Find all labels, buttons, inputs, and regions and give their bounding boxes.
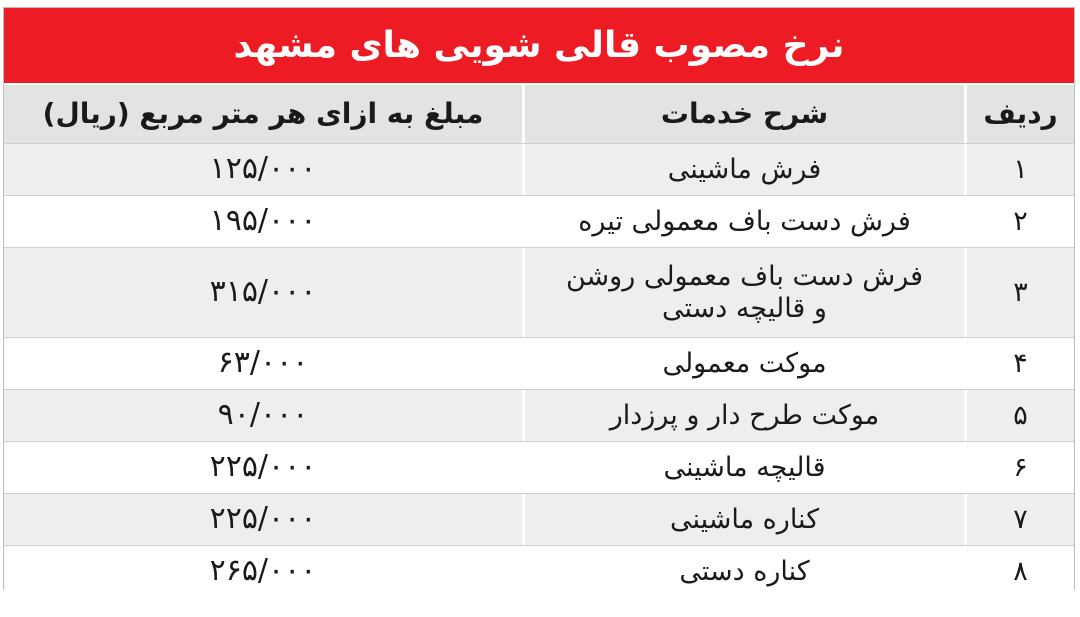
row-description: فرش دست باف معمولی تیره [522, 196, 964, 247]
row-price: ۱۲۵/۰۰۰ [209, 151, 317, 187]
row-description: فرش دست باف معمولی روشن و قالیچه دستی [522, 248, 964, 337]
row-description: فرش ماشینی [522, 144, 964, 195]
row-index: ۸ [964, 546, 1074, 597]
price-table [4, 85, 1074, 597]
price-table-card [3, 7, 1075, 590]
header-price: مبلغ به ازای هر متر مربع (ریال) [42, 96, 484, 130]
table-row [4, 143, 1074, 195]
row-index: ۵ [964, 390, 1074, 441]
table-row [4, 195, 1074, 247]
row-index: ۶ [964, 442, 1074, 493]
row-description: کناره ماشینی [522, 494, 964, 545]
row-description: موکت معمولی [522, 338, 964, 389]
row-price: ۲۲۵/۰۰۰ [209, 449, 317, 485]
row-price: ۲۶۵/۰۰۰ [209, 553, 317, 589]
row-index: ۴ [964, 338, 1074, 389]
row-index: ۳ [964, 248, 1074, 337]
header-index: ردیف [964, 85, 1074, 143]
row-price: ۲۲۵/۰۰۰ [209, 501, 317, 537]
row-description: کناره دستی [522, 546, 964, 597]
row-price: ۹۰/۰۰۰ [217, 397, 309, 433]
row-index: ۲ [964, 196, 1074, 247]
row-price: ۱۹۵/۰۰۰ [209, 203, 317, 239]
table-row [4, 545, 1074, 597]
row-index: ۷ [964, 494, 1074, 545]
table-row [4, 493, 1074, 545]
row-index: ۱ [964, 144, 1074, 195]
table-row [4, 337, 1074, 389]
row-price: ۳۱۵/۰۰۰ [209, 274, 317, 310]
row-description: موکت طرح دار و پرزدار [522, 390, 964, 441]
table-title: نرخ مصوب قالی شویی های مشهد [4, 8, 1074, 85]
row-price: ۶۳/۰۰۰ [217, 345, 309, 381]
table-header-row [4, 85, 1074, 143]
table-row [4, 247, 1074, 337]
table-row [4, 389, 1074, 441]
table-row [4, 441, 1074, 493]
row-description: قالیچه ماشینی [522, 442, 964, 493]
header-description: شرح خدمات [522, 85, 964, 143]
